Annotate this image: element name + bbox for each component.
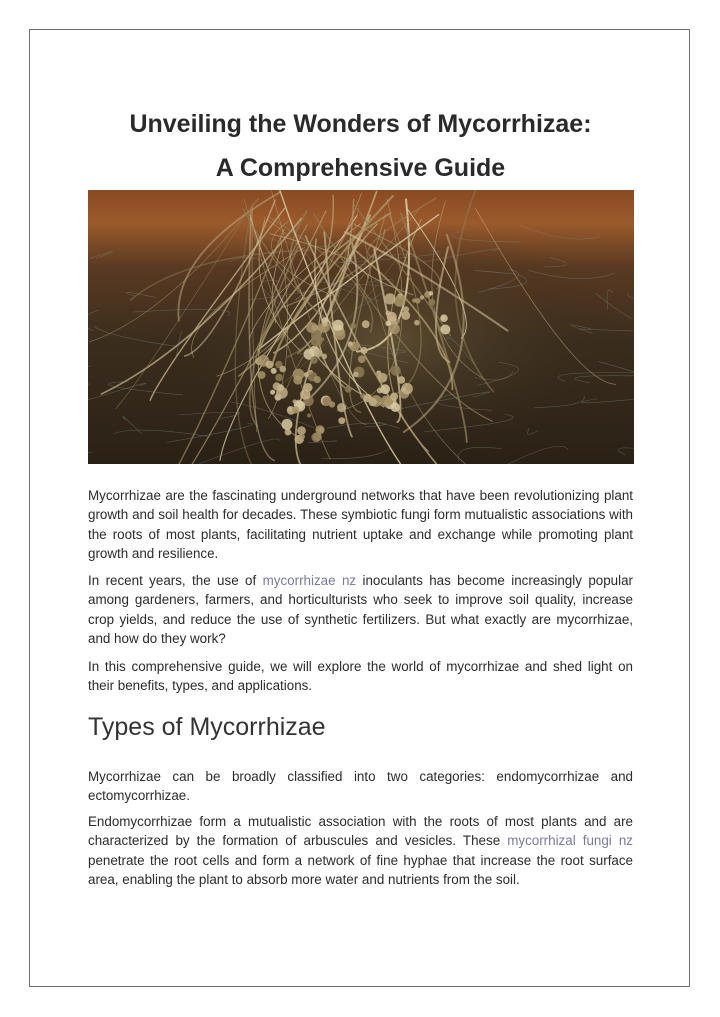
section-heading-types: Types of Mycorrhizae — [88, 713, 326, 741]
fungal-nodule — [332, 320, 343, 331]
endomycorrhizae-text-start: Endomycorrhizae form a mutualistic association with the roots of most plants and are characterized by the formation of arbuscules and vesicles. These — [88, 814, 633, 849]
fungal-nodule — [304, 372, 309, 377]
fungal-nodule — [440, 314, 448, 322]
fungal-nodule — [293, 399, 297, 403]
fungal-nodule — [266, 361, 274, 369]
fungal-nodule — [389, 323, 400, 334]
fungal-nodule — [275, 374, 283, 382]
fungal-nodule — [345, 386, 352, 393]
fungal-nodule — [384, 293, 395, 304]
fungal-nodule — [369, 398, 377, 406]
fungal-nodule — [401, 387, 406, 392]
fungal-nodule — [297, 426, 306, 435]
fungal-nodule — [306, 322, 317, 333]
fungal-nodule — [270, 390, 275, 395]
intro-paragraph: Mycorrhizae are the fascinating underground networks that have been revolutionizing plant growth and soil health for decades. These symbiotic fungi form mutualistic associations with the roots of most plants, facilitating nutrient uptake and exchange while promoting plant growth and resilience. — [88, 488, 633, 561]
fungal-nodule — [311, 335, 323, 347]
title-line-2: A Comprehensive Guide — [215, 154, 506, 182]
mycorrhizae-roots-image — [88, 190, 634, 464]
classification-paragraph: Mycorrhizae can be broadly classified into two categories: endomycorrhizae and ectomycorrhizae. — [88, 769, 633, 804]
fungal-nodule — [323, 322, 328, 327]
fungal-nodule — [394, 295, 405, 306]
fungal-nodule — [420, 295, 424, 299]
fungal-nodule — [403, 306, 409, 312]
fungal-nodule — [299, 434, 305, 440]
document-page — [29, 29, 690, 987]
title-line-1: Unveiling the Wonders of Mycorrhizae: — [129, 110, 592, 138]
fungal-nodule — [398, 376, 406, 384]
fungal-nodule — [353, 372, 359, 378]
fungal-nodule — [440, 325, 450, 335]
endomycorrhizae-paragraph — [88, 812, 633, 889]
fungal-nodule — [348, 341, 353, 346]
fungal-nodule — [279, 366, 286, 373]
fungal-nodule — [391, 366, 401, 376]
fungal-nodule — [380, 384, 390, 394]
fungal-nodule — [271, 368, 277, 374]
fungal-nodule — [414, 320, 420, 326]
fungal-nodule — [322, 354, 328, 360]
mycorrhizae-nz-link[interactable]: mycorrhizae nz — [262, 573, 357, 588]
fungal-nodule — [385, 321, 390, 326]
fungal-nodule — [335, 329, 346, 340]
fungal-nodule — [258, 371, 266, 379]
fungal-nodule — [428, 299, 435, 306]
fungal-nodule — [429, 291, 433, 295]
endomycorrhizae-text-end: penetrate the root cells and form a network of fine hyphae that increase the root surface area, enabling the plant to absorb more water and nutrients from the soil. — [88, 852, 633, 887]
fungal-nodule — [387, 312, 397, 322]
inoculants-text-end: inoculants has become increasingly popular among gardeners, farmers, and horticulturists who seek to improve soil quality, increase crop yields, and reduce the use of synthetic fertilizers. But what exactly are mycorrhizae, and how do they work? — [88, 573, 633, 646]
fungal-nodule — [338, 417, 345, 424]
fungal-nodule — [381, 395, 392, 406]
page-title — [30, 102, 691, 190]
fungal-nodule — [311, 432, 321, 442]
inoculants-paragraph — [88, 571, 633, 648]
fungal-nodule — [276, 387, 288, 399]
fungal-nodule — [292, 406, 299, 413]
fungal-nodule — [293, 376, 302, 385]
fungal-nodule — [362, 320, 370, 328]
fungal-nodule — [350, 323, 356, 329]
fungal-nodule — [314, 349, 323, 358]
fungal-nodule — [391, 403, 400, 412]
fungal-nodule — [300, 389, 310, 399]
fungal-nodule — [358, 355, 366, 363]
fungal-nodule — [310, 356, 317, 363]
fungal-nodule — [282, 419, 293, 430]
mycorrhizal-fungi-nz-link[interactable]: mycorrhizal fungi nz — [507, 833, 633, 849]
fungal-nodule — [337, 403, 346, 412]
fungal-nodule — [412, 298, 416, 302]
fungal-nodule — [314, 376, 321, 383]
fungal-nodule — [360, 347, 367, 354]
fungal-nodule — [307, 414, 311, 418]
guide-intro-paragraph: In this comprehensive guide, we will explore the world of mycorrhizae and shed light on their benefits, types, and applications. — [88, 659, 633, 694]
inoculants-text-start: In recent years, the use of — [88, 573, 263, 588]
fungal-nodule — [396, 319, 400, 323]
fungal-nodule — [329, 401, 335, 407]
fungal-nodule — [378, 373, 388, 383]
